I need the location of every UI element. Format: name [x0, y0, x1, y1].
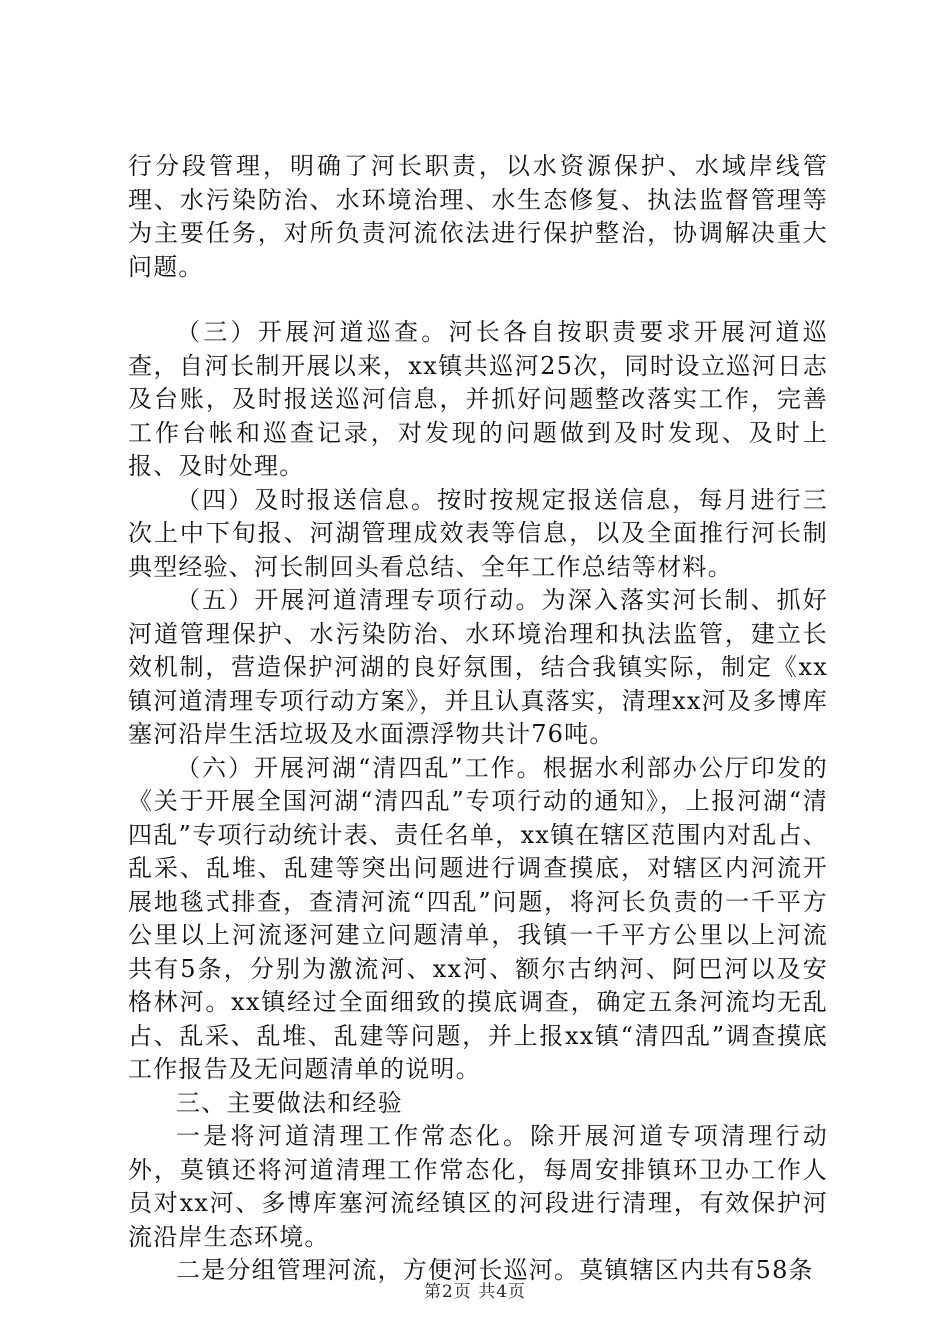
paragraph-four-chaos: （六）开展河湖“清四乱”工作。根据水利部办公厅印发的《关于开展全国河湖“清四乱”专项行动的通知》，上报河湖“清四乱”专项行动统计表、责任名单，xx镇在辖区范围内对乱占、乱采、乱堆、乱建等突出问题进行调查摸底，对辖区内河流开展地毯式排查，查清河流“四乱”问题，将河长负责的一千平方公里以上河流逐河建立问题清单，我镇一千平方公里以上河流共有5条，分别为激流河、xx河、额尔古纳河、阿巴河以及安格林河。xx镇经过全面细致的摸底调查，确定五条河流均无乱占、乱采、乱堆、乱建等问题，并上报xx镇“清四乱”调查摸底工作报告及无问题清单的说明。: [128, 753, 828, 1083]
paragraph-continuation: 行分段管理，明确了河长职责，以水资源保护、水域岸线管理、水污染防治、水环境治理、水生态修复、执法监督管理等为主要任务，对所负责河流依法进行保护整治，协调解决重大问题。: [128, 152, 828, 281]
document-body: [128, 150, 828, 1288]
paragraph-practice-one: 一是将河道清理工作常态化。除开展河道专项清理行动外，莫镇还将河道清理工作常态化，每周安排镇环卫办工作人员对xx河、多博库塞河流经镇区的河段进行清理，有效保护河流沿岸生态环境。: [128, 1122, 828, 1251]
page-number-footer: 第2页 共4页: [423, 1282, 527, 1302]
paragraph-info-reporting: （四）及时报送信息。按时按规定报送信息，每月进行三次上中下旬报、河湖管理成效表等信息，以及全面推行河长制典型经验、河长制回头看总结、全年工作总结等材料。: [128, 485, 828, 581]
paragraph-river-patrol: （三）开展河道巡查。河长各自按职责要求开展河道巡查，自河长制开展以来，xx镇共巡河25次，同时设立巡河日志及台账，及时报送巡河信息，并抓好问题整改落实工作，完善工作台帐和巡查记录，对发现的问题做到及时发现、及时上报、及时处理。: [128, 318, 828, 480]
paragraph-river-cleanup: （五）开展河道清理专项行动。为深入落实河长制、抓好河道管理保护、水污染防治、水环境治理和执法监管，建立长效机制，营造保护河湖的良好氛围，结合我镇实际，制定《xx镇河道清理专项行动方案》，并且认真落实，清理xx河及多博库塞河沿岸生活垃圾及水面漂浮物共计76吨。: [128, 586, 828, 748]
paragraph-practice-two: 二是分组管理河流，方便河长巡河。莫镇辖区内共有58条: [176, 1256, 814, 1284]
section-heading-practices: 三、主要做法和经验: [176, 1088, 403, 1117]
